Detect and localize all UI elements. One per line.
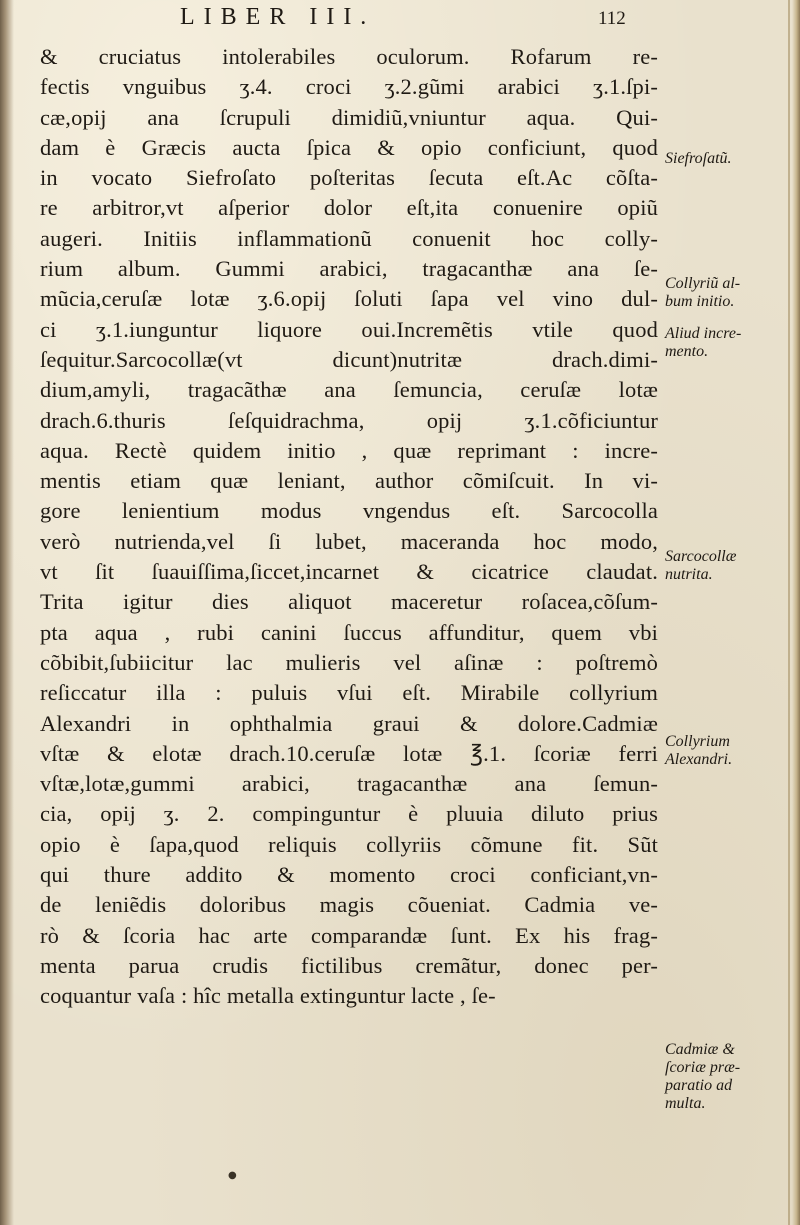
running-head [0, 0, 800, 40]
margin-note-line: ſcoriæ præ- [665, 1059, 741, 1076]
text-line: cõbibit,ſubiicitur lac mulieris vel aſinæ : poſtremò [40, 649, 658, 675]
text-line: pta aqua , rubi canini ſuccus affunditur, quem vbi [40, 619, 658, 645]
margin-note [665, 1041, 740, 1113]
text-line: mũcia,ceruſæ lotæ ʒ.6.opij ſoluti ſapa vel vino dul- [40, 286, 658, 312]
text-line: coquantur vaſa : hîc metalla extinguntur lacte , ſe- [40, 983, 496, 1009]
margin-note-line: paratio ad [665, 1077, 733, 1094]
page-number: 112 [598, 8, 626, 29]
text-line: qui thure addito & momento croci conficiant,vn- [40, 862, 658, 888]
text-line: rium album. Gummi arabici, tragacanthæ ana ſe- [40, 256, 658, 282]
text-line: cia, opij ʒ. 2. compinguntur è pluuia diluto prius [40, 801, 658, 827]
text-line: vſtæ,lotæ,gummi arabici, tragacanthæ ana ſemun- [40, 771, 658, 797]
margin-note-line: Alexandri. [665, 751, 733, 768]
text-line: vt ſit ſuauiſſima,ſiccet,incarnet & cicatrice claudat. [40, 559, 658, 585]
text-line: menta parua crudis fictilibus cremãtur, donec per- [40, 952, 658, 978]
text-line: opio è ſapa,quod reliquis collyriis cõmune fit. Sũt [40, 831, 658, 857]
text-line: augeri. Initiis inflammationũ conuenit hoc colly- [40, 225, 658, 251]
margin-note-line: Collyrium [665, 733, 730, 750]
margin-note [665, 733, 732, 769]
text-line: re arbitror,vt aſperior dolor eſt,ita conuenire opiũ [40, 195, 658, 221]
body-text [40, 42, 658, 1012]
margin-note-line: Cadmiæ & [665, 1041, 735, 1058]
margin-note [665, 275, 740, 311]
margin-note-line: bum initio. [665, 293, 735, 310]
text-line: ſequitur.Sarcocollæ(vt dicunt)nutritæ drach.dimi- [40, 346, 658, 372]
text-line: verò nutrienda,vel ſi lubet, maceranda hoc modo, [40, 528, 658, 554]
text-line: Alexandri in ophthalmia graui & dolore.Cadmiæ [40, 710, 658, 736]
text-line: mentis etiam quæ leniant, author cõmiſcuit. In vi- [40, 468, 658, 494]
text-line: in vocato Siefroſato poſteritas ſecuta eſt.Ac cõſta- [40, 165, 658, 191]
text-line: cæ,opij ana ſcrupuli dimidiũ,vniuntur aqua. Qui- [40, 104, 658, 130]
margin-note [665, 548, 736, 584]
margin-note-line: multa. [665, 1095, 706, 1112]
text-line: aqua. Rectè quidem initio , quæ reprimant : incre- [40, 437, 658, 463]
margin-note-line: Siefroſatũ. [665, 150, 732, 167]
text-line: vſtæ & elotæ drach.10.ceruſæ lotæ ℥.1. ſcoriæ ferri [40, 740, 658, 766]
text-line: dium,amyli, tragacãthæ ana ſemuncia, ceruſæ lotæ [40, 377, 658, 403]
text-line: ci ʒ.1.iunguntur liquore oui.Incremẽtis vtile quod [40, 316, 658, 342]
text-line: rò & ſcoria hac arte comparandæ ſunt. Ex his frag- [40, 922, 658, 948]
margin-note-line: Collyriũ al- [665, 275, 741, 292]
text-line: fectis vnguibus ʒ.4. croci ʒ.2.gũmi arabici ʒ.1.ſpi- [40, 74, 658, 100]
ornament-dot: ● [228, 1170, 237, 1181]
margin-note [665, 150, 732, 168]
text-line: reſiccatur illa : puluis vſui eſt. Mirabile collyrium [40, 680, 658, 706]
text-line: Trita igitur dies aliquot maceretur roſacea,cõſum- [40, 589, 658, 615]
margin-note-line: nutrita. [665, 566, 713, 583]
margin-note-line: Sarcocollæ [665, 548, 737, 565]
text-line: de leniẽdis doloribus magis cõueniat. Cadmia ve- [40, 892, 658, 918]
margin-note [665, 325, 741, 361]
text-line: drach.6.thuris ſeſquidrachma, opij ʒ.1.cõficiuntur [40, 407, 658, 433]
text-line: gore lenientium modus vngendus eſt. Sarcocolla [40, 498, 658, 524]
margin-note-line: Aliud incre- [665, 325, 742, 342]
running-head-title: LIBER III. [180, 4, 376, 30]
text-line: & cruciatus intolerabiles oculorum. Rofarum re- [40, 44, 658, 69]
margin-note-line: mento. [665, 343, 709, 360]
text-line: dam è Græcis aucta ſpica & opio conficiunt, quod [40, 134, 658, 160]
